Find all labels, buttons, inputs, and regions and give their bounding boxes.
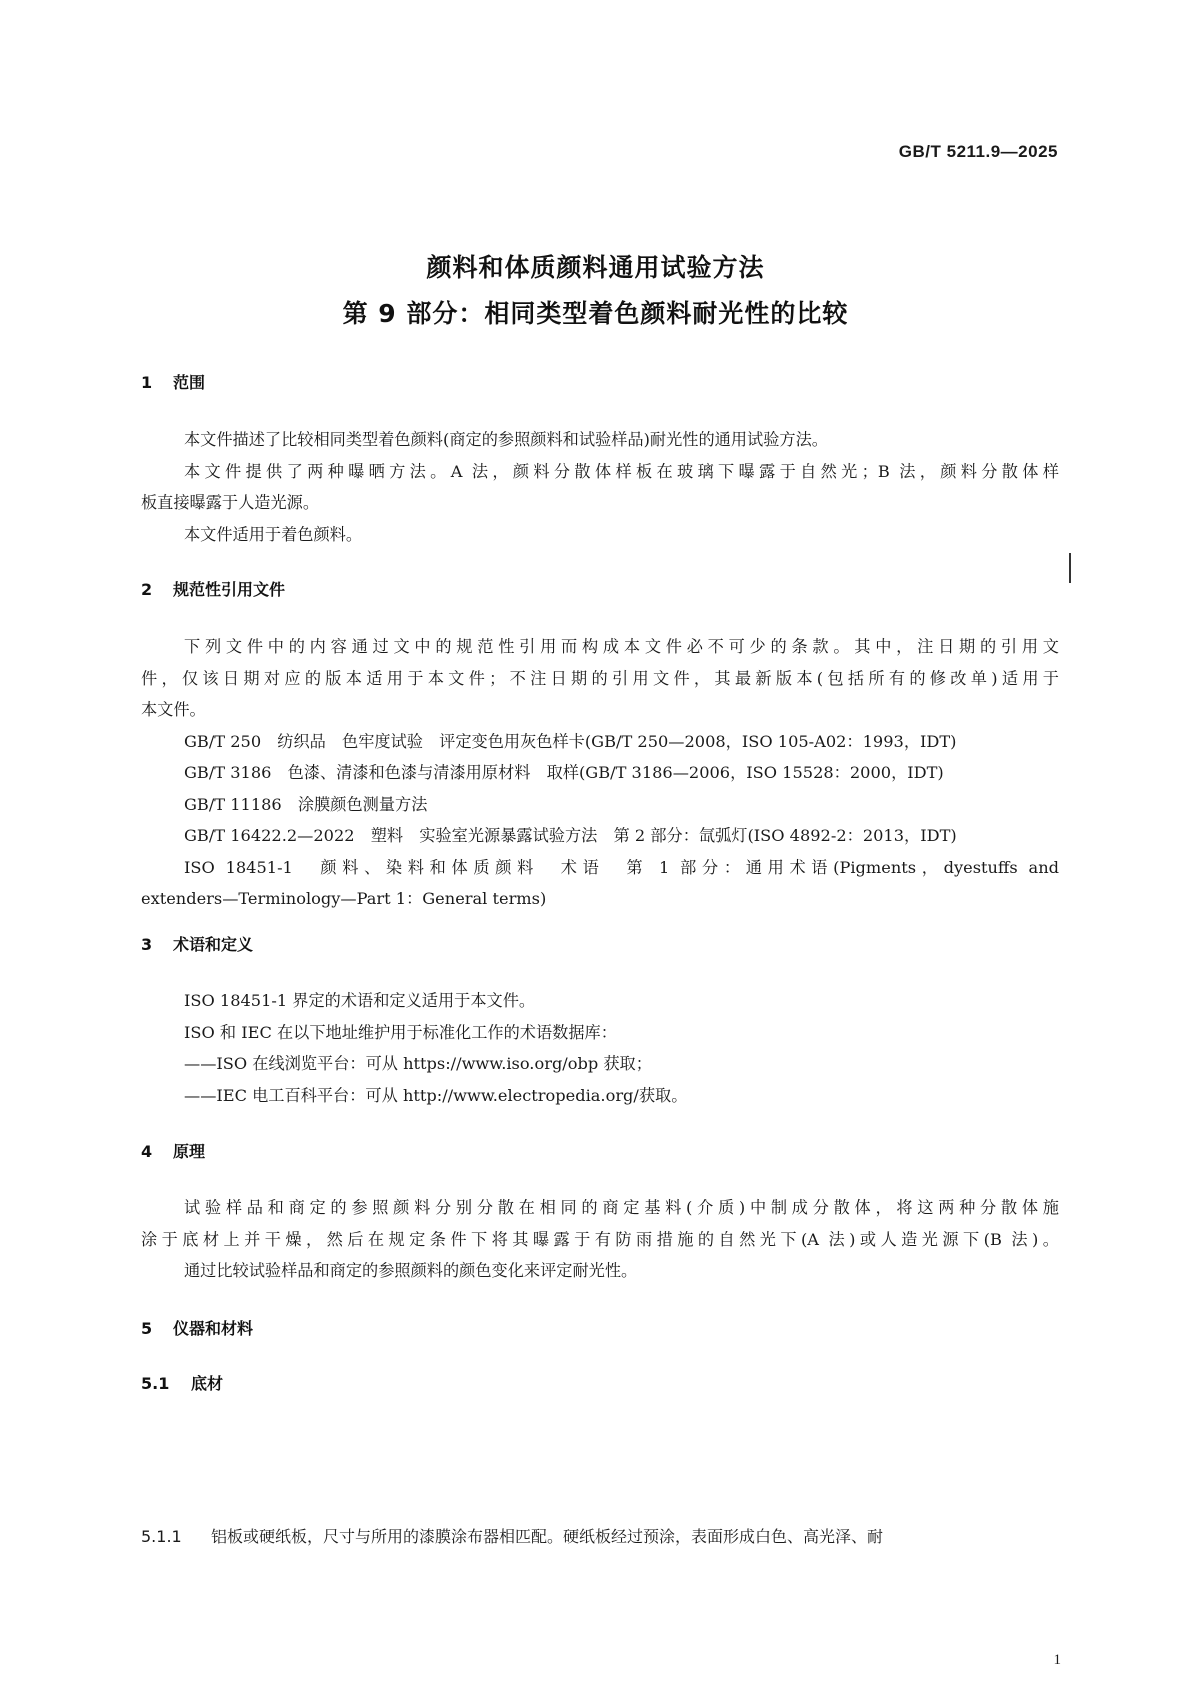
- section-number: 3: [141, 935, 153, 954]
- section-title: 术语和定义: [173, 935, 254, 954]
- paragraph-continuation: 件，仅该日期对应的版本适用于本文件；不注日期的引用文件，其最新版本(包括所有的修改单)适用于: [141, 668, 1059, 688]
- standard-code: GB/T 5211.9—2025: [898, 142, 1058, 161]
- section-number: 5: [141, 1319, 153, 1338]
- list-item: ——ISO 在线浏览平台：可从 https://www.iso.org/obp 获取；: [184, 1054, 652, 1073]
- paragraph: ISO 18451-1 界定的术语和定义适用于本文件。: [184, 991, 536, 1010]
- paragraph: 通过比较试验样品和商定的参照颜料的颜色变化来评定耐光性。: [184, 1261, 638, 1280]
- section-title: 原理: [173, 1142, 206, 1161]
- section-4-heading: [141, 1139, 205, 1162]
- reference-item: GB/T 250 纺织品 色牢度试验 评定变色用灰色样卡(GB/T 250—2008，ISO 105-A02：1993，IDT): [184, 731, 957, 751]
- paragraph: 试验样品和商定的参照颜料分别分散在相同的商定基料(介质)中制成分散体，将这两种分散体施: [184, 1198, 1059, 1217]
- reference-item: GB/T 11186 涂膜颜色测量方法: [184, 794, 428, 814]
- paragraph: 下列文件中的内容通过文中的规范性引用而构成本文件必不可少的条款。其中，注日期的引用文: [184, 637, 1059, 656]
- subsection-5-1-1: [141, 1524, 883, 1547]
- reference-item: GB/T 3186 色漆、清漆和色漆与清漆用原材料 取样(GB/T 3186—2006，ISO 15528：2000，IDT): [184, 763, 944, 782]
- paragraph-continuation: 本文件。: [141, 700, 206, 719]
- paragraph: 本文件适用于着色颜料。: [184, 524, 363, 544]
- page-number: 1: [1053, 1652, 1061, 1668]
- section-title: 仪器和材料: [173, 1319, 254, 1338]
- section-number: 1: [141, 373, 153, 392]
- section-4-body: [141, 1192, 1059, 1287]
- section-1-heading: [141, 370, 205, 393]
- section-title: 范围: [173, 373, 206, 392]
- change-marker-bar: [1069, 553, 1071, 583]
- paragraph: ISO 和 IEC 在以下地址维护用于标准化工作的术语数据库：: [184, 1022, 617, 1042]
- section-5-heading: [141, 1316, 253, 1339]
- section-title: 规范性引用文件: [173, 580, 286, 599]
- clause-number: 5.1.1: [141, 1527, 182, 1546]
- subsection-number: 5.1: [141, 1374, 170, 1393]
- section-3-heading: [141, 932, 253, 955]
- subsection-title: 底材: [191, 1374, 224, 1393]
- reference-item-continuation: extenders—Terminology—Part 1：General terms): [141, 889, 547, 908]
- doc-title-line1: 颜料和体质颜料通用试验方法: [426, 253, 765, 282]
- paragraph-continuation: 涂于底材上并干燥，然后在规定条件下将其曝露于有防雨措施的自然光下(A 法)或人造光源下(B 法)。: [141, 1229, 1059, 1249]
- paragraph: 本文件描述了比较相同类型着色颜料(商定的参照颜料和试验样品)耐光性的通用试验方法。: [184, 430, 828, 449]
- section-number: 2: [141, 580, 153, 599]
- section-2-body: [141, 631, 1059, 915]
- reference-item: GB/T 16422.2—2022 塑料 实验室光源暴露试验方法 第 2 部分：氙弧灯(ISO 4892-2：2013，IDT): [184, 826, 957, 845]
- section-3-body: [141, 985, 1059, 1111]
- clause-text: 铝板或硬纸板，尺寸与所用的漆膜涂布器相匹配。硬纸板经过预涂，表面形成白色、高光泽、耐: [211, 1527, 884, 1546]
- section-1-body: [141, 424, 1059, 550]
- reference-item: ISO 18451-1 颜料、染料和体质颜料 术语 第 1 部分：通用术语(Pigments，dyestuffs and: [184, 857, 1059, 877]
- section-number: 4: [141, 1142, 153, 1161]
- doc-title-line2: 第 9 部分：相同类型着色颜料耐光性的比较: [342, 299, 849, 328]
- subsection-5-1-heading: [141, 1371, 223, 1394]
- section-2-heading: [141, 577, 285, 600]
- paragraph-continuation: 板直接曝露于人造光源。: [141, 493, 320, 512]
- paragraph: 本文件提供了两种曝晒方法。A 法，颜料分散体样板在玻璃下曝露于自然光；B 法，颜料分散体样: [184, 461, 1059, 481]
- list-item: ——IEC 电工百科平台：可从 http://www.electropedia.org/获取。: [184, 1085, 688, 1105]
